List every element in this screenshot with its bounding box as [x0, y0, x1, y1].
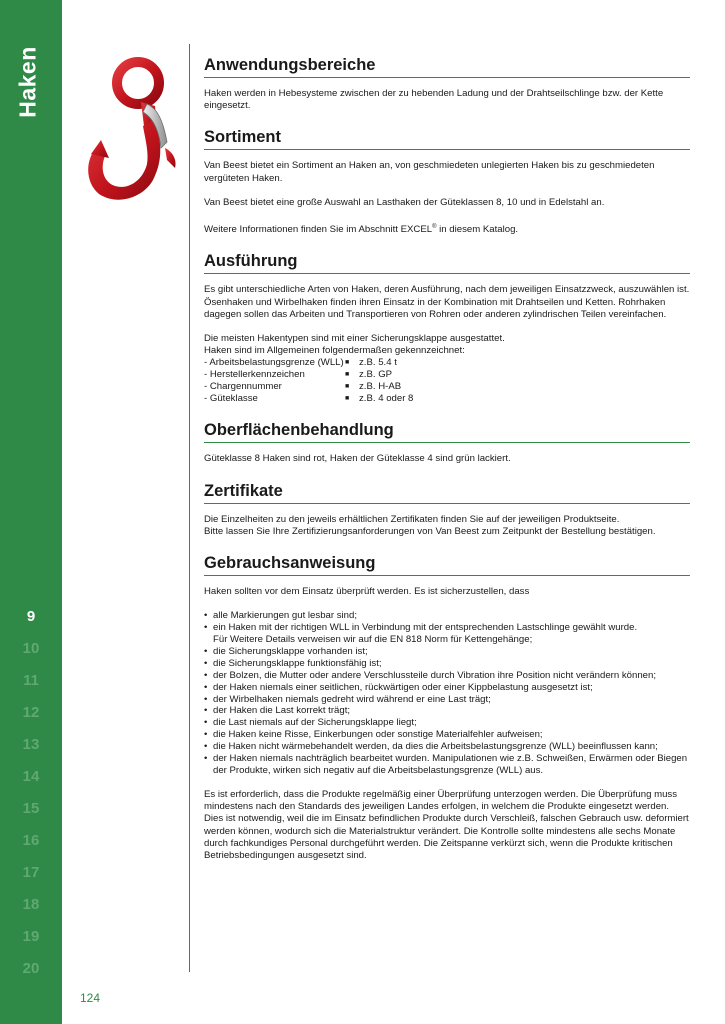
list-item: • alle Markierungen gut lesbar sind; [204, 610, 690, 622]
section-anwendungsbereiche [204, 56, 690, 112]
sidebar-title-text: Haken [14, 46, 41, 118]
ausfuehrung-intro-lines [204, 333, 690, 357]
marking-example: z.B. H-AB [359, 381, 402, 393]
section-ausfuehrung [204, 252, 690, 405]
chapter-tab-15[interactable]: 15 [22, 800, 40, 817]
list-item: • die Sicherungsklappe vorhanden ist; [204, 646, 690, 658]
chapter-sidebar [0, 0, 62, 1024]
marking-row [204, 369, 690, 381]
list-item: • die Haken nicht wärmebehandelt werden, da dies die Arbeitsbelastungsgrenze (WLL) beeinflussen kann; [204, 741, 690, 753]
chapter-tab-16[interactable]: 16 [22, 832, 40, 849]
sortiment-paragraph-3 [204, 221, 690, 236]
chapter-tab-10[interactable]: 10 [22, 640, 40, 657]
chapter-tab-13[interactable]: 13 [22, 736, 40, 753]
column-divider [189, 44, 190, 972]
heading-sortiment: Sortiment [204, 128, 690, 150]
chapter-tab-17[interactable]: 17 [22, 864, 40, 881]
ausfuehrung-paragraph-1: Es gibt unterschiedliche Arten von Haken, deren Ausführung, nach dem jeweiligen Einsatzzweck, auszuwählen ist. Ösenhaken und Wirbelhaken finden ihren Einsatz in der Kombination mit Drahtseilen und Ketten. Rohrhaken dagegen sollen das Arbeiten und Transportieren von Rohren oder anderen zylindrischen Teilen vereinfachen. [204, 284, 690, 320]
square-bullet-icon: ■ [345, 359, 350, 367]
list-item: • der Wirbelhaken niemals gedreht wird während er eine Last trägt; [204, 694, 690, 706]
sortiment-paragraph-1: Van Beest bietet ein Sortiment an Haken an, von geschmiedeten unlegierten Haken bis zu geschmiedeten vergüteten Haken. [204, 160, 655, 184]
list-item: • der Haken niemals nachträglich bearbeitet wurden. Manipulationen wie z.B. Schweißen, Erwärmen oder Biegen der Produkte, wirken sich negativ auf die Arbeitsbelastungsgrenze (WLL) aus. [204, 753, 690, 777]
sortiment-paragraph-2: Van Beest bietet eine große Auswahl an Lasthaken der Güteklassen 8, 10 und in Edelstahl an. [204, 196, 605, 208]
marking-list [204, 357, 690, 405]
chapter-tab-9[interactable]: 9 [26, 608, 36, 625]
heading-ausfuehrung: Ausführung [204, 252, 690, 274]
sortiment-p3-end: in diesem Katalog. [436, 224, 519, 236]
marking-label: - Güteklasse [204, 393, 258, 405]
list-item: • ein Haken mit der richtigen WLL in Verbindung mit der entsprechenden Lastschlinge gewählt wurde. Für Weitere Details verweisen wir auf die EN 818 Norm für Kettengehänge; [204, 622, 690, 646]
marking-label: - Chargennummer [204, 381, 282, 393]
chapter-index [0, 604, 62, 988]
gebrauch-closing: Es ist erforderlich, dass die Produkte regelmäßig einer Überprüfung unterzogen werden. Die Überprüfung muss mindestens nach den Standards des jeweiligen Landes erfolgen, in welchem die Produkte eingesetzt werden. Dies ist notwendig, weil die im Einsatz befindlichen Produkte durch Verschleiß, falschen Gebrauch usw. deformiert werden können, wodurch sich die Materialstruktur verändert. Die Kontrolle sollte mindestens alle sechs Monate durch fachkundiges Personal durchgeführt werden. Die Zeitspanne verkürzt sich, wenn die Produkte kritischen Betriebsbedingungen ausgesetzt sind. [204, 788, 689, 861]
page-number: 124 [80, 991, 101, 1005]
marking-row [204, 357, 690, 369]
marking-example: z.B. 5.4 t [359, 357, 397, 369]
sortiment-p3-start: Weitere Informationen finden Sie im Abschnitt EXCEL [204, 224, 433, 236]
zertifikate-lines [204, 514, 690, 538]
heading-zertifikate: Zertifikate [204, 482, 690, 504]
square-bullet-icon: ■ [345, 371, 350, 379]
marking-row [204, 393, 690, 405]
chapter-tab-14[interactable]: 14 [22, 768, 40, 785]
heading-gebrauchsanweisung: Gebrauchsanweisung [204, 554, 690, 576]
heading-anwendungsbereiche: Anwendungsbereiche [204, 56, 690, 78]
square-bullet-icon: ■ [345, 395, 350, 403]
marking-example: z.B. 4 oder 8 [359, 393, 414, 405]
main-content [204, 56, 690, 878]
marking-label: - Herstellerkennzeichen [204, 369, 305, 381]
square-bullet-icon: ■ [345, 383, 350, 391]
anwendungsbereiche-text: Haken werden in Hebesysteme zwischen der zu hebenden Ladung und der Drahtseilschlinge bzw. der Kette eingesetzt. [204, 88, 664, 112]
heading-oberflaechenbehandlung: Oberflächenbehandlung [204, 421, 690, 443]
section-sortiment [204, 128, 690, 236]
zertifikate-line-1: Die Einzelheiten zu den jeweils erhältlichen Zertifikaten finden Sie auf der jeweiligen Produktseite. [204, 513, 620, 525]
chapter-tab-12[interactable]: 12 [22, 704, 40, 721]
marking-row [204, 381, 690, 393]
ausfuehrung-paragraph-2: Die meisten Hakentypen sind mit einer Sicherungsklappe ausgestattet. [204, 333, 505, 345]
chapter-tab-20[interactable]: 20 [22, 960, 40, 977]
list-item: • der Haken niemals einer seitlichen, rückwärtigen oder einer Kippbelastung ausgesetzt ist; [204, 682, 690, 694]
section-oberflaechenbehandlung [204, 421, 690, 465]
chapter-tab-18[interactable]: 18 [22, 896, 40, 913]
registered-mark: ® [432, 224, 437, 231]
zertifikate-line-2: Bitte lassen Sie Ihre Zertifizierungsanforderungen von Van Beest zum Zeitpunkt der Bestellung bestätigen. [204, 525, 656, 537]
section-gebrauchsanweisung [204, 554, 690, 862]
marking-example: z.B. GP [359, 369, 393, 381]
list-item: • der Haken die Last korrekt trägt; [204, 705, 690, 717]
red-eye-hook-image [83, 56, 187, 208]
list-item: • die Last niemals auf der Sicherungsklappe liegt; [204, 717, 690, 729]
chapter-tab-11[interactable]: 11 [23, 672, 39, 689]
chapter-tab-19[interactable]: 19 [22, 928, 40, 945]
section-zertifikate [204, 482, 690, 538]
marking-label: - Arbeitsbelastungsgrenze (WLL) [204, 357, 344, 369]
list-item: • der Bolzen, die Mutter oder andere Verschlussteile durch Vibration ihre Position nicht verändern können; [204, 670, 690, 682]
gebrauch-checklist [204, 610, 690, 777]
list-item: • die Sicherungsklappe funktionsfähig ist; [204, 658, 690, 670]
sidebar-title [11, 42, 45, 122]
ausfuehrung-paragraph-3: Haken sind im Allgemeinen folgendermaßen gekennzeichnet: [204, 345, 465, 357]
gebrauch-intro: Haken sollten vor dem Einsatz überprüft werden. Es ist sicherzustellen, dass [204, 586, 530, 598]
list-item: • die Haken keine Risse, Einkerbungen oder sonstige Materialfehler aufweisen; [204, 729, 690, 741]
oberflaeche-text: Güteklasse 8 Haken sind rot, Haken der Güteklasse 4 sind grün lackiert. [204, 453, 511, 465]
